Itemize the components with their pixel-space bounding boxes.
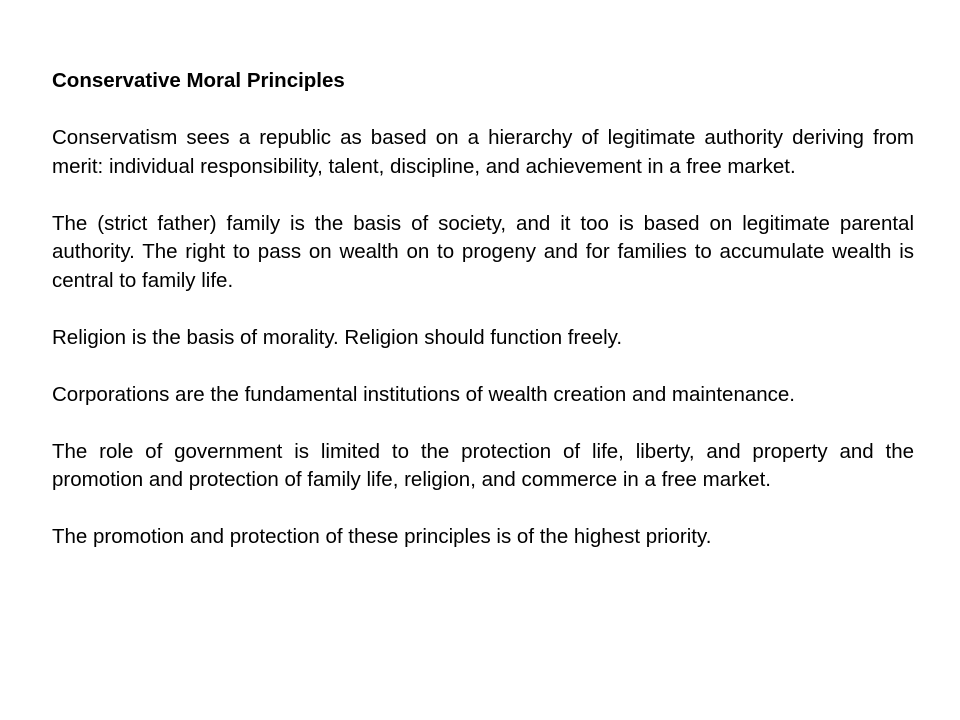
paragraph-corporations: Corporations are the fundamental institutions of wealth creation and maintenance.	[52, 382, 796, 406]
slide-title: Conservative Moral Principles	[52, 69, 345, 92]
slide-content	[52, 67, 914, 552]
paragraph-religion: Religion is the basis of morality. Religion should function freely.	[52, 325, 623, 349]
paragraph-priority: The promotion and protection of these principles is of the highest priority.	[52, 525, 712, 548]
paragraph-family: The (strict father) family is the basis of society, and it too is based on legitimate parental authority. The right to pass on wealth on to progeny and for families to accumulate wealth is central to family life.	[52, 211, 914, 292]
paragraph-republic-hierarchy: Conservatism sees a republic as based on a hierarchy of legitimate authority deriving from merit: individual responsibility, talent, discipline, and achievement in a free market.	[52, 126, 914, 178]
paragraph-government-role: The role of government is limited to the protection of life, liberty, and property and the promotion and protection of family life, religion, and commerce in a free market.	[52, 439, 914, 491]
